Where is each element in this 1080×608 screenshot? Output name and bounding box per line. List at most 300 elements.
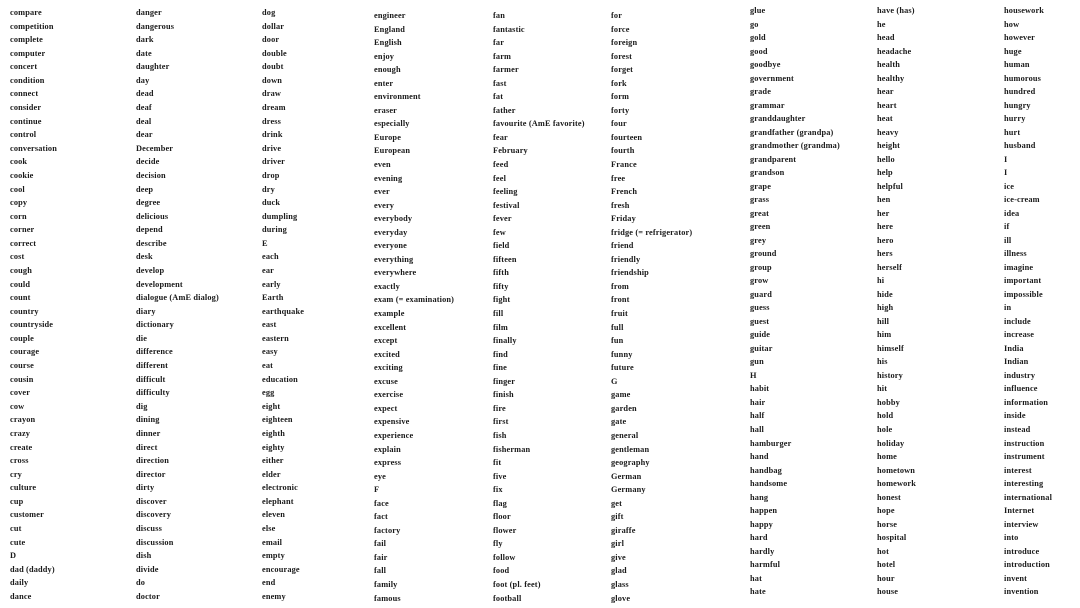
word-entry: drink (262, 130, 283, 140)
word-entry: him (877, 330, 892, 340)
word-entry: international (1004, 492, 1053, 502)
word-entry: fifty (493, 281, 509, 291)
word-entry: cover (10, 388, 31, 398)
word-entry: everyday (374, 227, 408, 237)
word-entry: German (611, 471, 642, 481)
word-entry: hot (877, 546, 889, 556)
word-column-5 (493, 9, 585, 605)
word-entry: industry (1004, 370, 1036, 380)
word-entry: hear (877, 87, 894, 97)
word-entry: flower (493, 525, 517, 535)
word-entry: forget (611, 65, 634, 75)
word-entry: full (611, 322, 624, 332)
word-entry: dig (136, 401, 148, 411)
word-entry: giraffe (611, 525, 636, 535)
word-entry: encourage (262, 564, 300, 574)
word-entry: hair (750, 397, 766, 407)
word-entry: handsome (750, 479, 788, 489)
word-entry: dollar (262, 21, 285, 31)
word-entry: couple (10, 333, 34, 343)
word-entry: dialogue (AmE dialog) (136, 293, 219, 303)
word-entry: diary (136, 306, 156, 316)
word-entry: customer (10, 510, 44, 520)
word-entry: cookie (10, 170, 34, 180)
word-entry: include (1004, 316, 1031, 326)
word-entry: condition (10, 75, 45, 85)
word-entry: earthquake (262, 306, 305, 316)
word-entry: December (136, 143, 174, 153)
word-entry: feeling (493, 187, 518, 197)
word-entry: forty (611, 105, 630, 115)
word-column-8 (877, 4, 916, 599)
word-entry: factory (374, 525, 401, 535)
word-entry: concert (10, 62, 38, 72)
word-entry: father (493, 105, 516, 115)
word-entry: ice (1004, 181, 1015, 191)
word-entry: holiday (877, 438, 905, 448)
word-entry: explain (374, 444, 401, 454)
word-entry: family (374, 579, 398, 589)
word-entry: February (493, 146, 528, 156)
word-entry: fail (374, 539, 387, 549)
word-entry: husband (1004, 141, 1036, 151)
word-entry: eye (374, 471, 386, 481)
word-entry: grammar (750, 100, 785, 110)
word-entry: drive (262, 143, 282, 153)
word-entry: enter (374, 78, 394, 88)
word-entry: invention (1004, 587, 1039, 597)
word-entry: desk (136, 252, 153, 262)
word-entry: future (611, 363, 634, 373)
word-entry: cool (10, 184, 25, 194)
word-entry: hit (877, 384, 888, 394)
word-entry: cook (10, 157, 28, 167)
word-entry: friendly (611, 254, 641, 264)
word-entry: interesting (1004, 479, 1044, 489)
word-entry: decision (136, 170, 166, 180)
word-entry: field (493, 241, 510, 251)
word-entry: conversation (10, 143, 57, 153)
word-entry: direction (136, 456, 169, 466)
word-entry: director (136, 469, 166, 479)
word-entry: guest (750, 316, 770, 326)
word-entry: discuss (136, 523, 162, 533)
word-entry: control (10, 130, 37, 140)
word-entry: in (1004, 303, 1012, 313)
word-entry: handbag (750, 465, 782, 475)
word-entry: difficulty (136, 388, 170, 398)
word-entry: interview (1004, 519, 1039, 529)
word-entry: culture (10, 483, 37, 493)
word-entry: everywhere (374, 268, 417, 278)
word-entry: gift (611, 512, 624, 522)
word-entry: front (611, 295, 630, 305)
word-entry: fifteen (493, 254, 517, 264)
word-entry: fish (493, 430, 507, 440)
word-entry: dinner (136, 428, 161, 438)
word-entry: each (262, 252, 279, 262)
word-entry: Earth (262, 293, 284, 303)
word-column-3 (262, 6, 304, 603)
word-entry: forest (611, 51, 633, 61)
word-entry: home (877, 452, 897, 462)
word-entry: dictionary (136, 320, 174, 330)
word-entry: homework (877, 479, 916, 489)
word-entry: fire (493, 403, 506, 413)
word-entry: either (262, 456, 284, 466)
word-entry: cow (10, 401, 25, 411)
word-entry: French (611, 187, 638, 197)
word-entry: fun (611, 336, 624, 346)
word-entry: cousin (10, 374, 34, 384)
word-entry: English (374, 38, 402, 48)
word-entry: everyone (374, 241, 407, 251)
word-entry: give (611, 552, 626, 562)
word-entry: corner (10, 225, 35, 235)
word-entry: guard (750, 289, 772, 299)
word-entry: high (877, 303, 894, 313)
word-entry: film (493, 322, 508, 332)
word-entry: if (1004, 222, 1010, 232)
word-entry: computer (10, 48, 46, 58)
word-entry: eleven (262, 510, 286, 520)
word-entry: especially (374, 119, 410, 129)
word-entry: dog (262, 8, 276, 17)
word-entry: his (877, 357, 888, 367)
word-entry: crayon (10, 415, 36, 425)
word-entry: from (611, 281, 629, 291)
word-entry: health (877, 60, 901, 70)
word-entry: compare (10, 8, 42, 17)
word-entry: enjoy (374, 51, 395, 61)
word-entry: deaf (136, 103, 152, 113)
word-entry: fine (493, 363, 507, 373)
word-entry: email (262, 537, 283, 547)
word-entry: cry (10, 469, 22, 479)
word-entry: gun (750, 357, 764, 367)
word-entry: honest (877, 492, 901, 502)
word-entry: drop (262, 170, 280, 180)
word-entry: hang (750, 492, 769, 502)
word-entry: flag (493, 498, 507, 508)
word-entry: happy (750, 519, 773, 529)
word-entry: doubt (262, 62, 284, 72)
word-entry: information (1004, 397, 1049, 407)
word-entry: G (611, 376, 618, 386)
word-entry: eastern (262, 333, 289, 343)
word-entry: fisherman (493, 444, 531, 454)
word-entry: grey (750, 235, 767, 245)
word-entry: helpful (877, 181, 903, 191)
word-entry: four (611, 119, 627, 129)
word-entry: eraser (374, 105, 398, 115)
word-entry: food (493, 566, 510, 576)
word-entry: deal (136, 116, 152, 126)
word-entry: England (374, 24, 406, 34)
word-entry: empty (262, 551, 285, 561)
word-entry: guitar (750, 343, 773, 353)
word-entry: general (611, 430, 639, 440)
word-entry: illness (1004, 249, 1027, 259)
word-entry: experience (374, 430, 414, 440)
word-entry: European (374, 146, 411, 156)
word-entry: duck (262, 198, 281, 208)
word-entry: herself (877, 262, 903, 272)
word-entry: everything (374, 254, 414, 264)
word-entry: elder (262, 469, 281, 479)
word-entry: environment (374, 92, 421, 102)
word-entry: ill (1004, 235, 1012, 245)
word-entry: connect (10, 89, 39, 99)
word-entry: excellent (374, 322, 407, 332)
word-entry: example (374, 309, 405, 319)
word-entry: dream (262, 103, 286, 113)
word-entry: cost (10, 252, 25, 262)
word-entry: east (262, 320, 277, 330)
word-entry: date (136, 48, 152, 58)
word-entry: dish (136, 551, 152, 561)
word-entry: correct (10, 238, 37, 248)
word-entry: hurry (1004, 114, 1026, 124)
word-entry: count (10, 293, 31, 303)
word-entry: hand (750, 452, 769, 462)
word-entry: height (877, 141, 901, 151)
word-entry: fact (374, 512, 388, 522)
word-entry: driver (262, 157, 286, 167)
word-entry: harmful (750, 560, 781, 570)
word-entry: hello (877, 154, 895, 164)
word-entry: impossible (1004, 289, 1043, 299)
word-entry: corn (10, 211, 27, 221)
word-entry: glove (611, 593, 631, 603)
word-entry: dumpling (262, 211, 298, 221)
word-entry: except (374, 336, 398, 346)
word-entry: football (493, 593, 522, 603)
word-entry: hardly (750, 546, 775, 556)
word-entry: important (1004, 276, 1042, 286)
word-entry: form (611, 92, 630, 102)
word-entry: Friday (611, 214, 636, 224)
word-entry: human (1004, 60, 1030, 70)
word-entry: expect (374, 403, 398, 413)
word-entry: decide (136, 157, 160, 167)
word-entry: discovery (136, 510, 171, 520)
word-entry: far (493, 38, 505, 48)
word-entry: healthy (877, 73, 905, 83)
word-entry: habit (750, 384, 770, 394)
word-entry: early (262, 279, 281, 289)
word-entry: introduction (1004, 560, 1050, 570)
word-entry: complete (10, 35, 43, 45)
word-entry: F (374, 485, 380, 495)
word-entry: glass (611, 579, 629, 589)
word-entry: dance (10, 591, 32, 601)
word-entry: dark (136, 35, 154, 45)
word-entry: eighteen (262, 415, 293, 425)
word-entry: free (611, 173, 626, 183)
word-entry: favourite (AmE favorite) (493, 119, 585, 129)
word-entry: deep (136, 184, 154, 194)
word-column-7 (750, 4, 840, 599)
word-entry: farm (493, 51, 512, 61)
word-entry: history (877, 370, 903, 380)
word-entry: her (877, 208, 890, 218)
word-entry: enough (374, 65, 401, 75)
word-entry: feel (493, 173, 507, 183)
word-entry: else (262, 523, 276, 533)
word-entry: education (262, 374, 298, 384)
word-entry: hold (877, 411, 894, 421)
word-entry: good (750, 46, 768, 56)
word-entry: cross (10, 456, 29, 466)
word-entry: countryside (10, 320, 54, 330)
word-entry: fourteen (611, 132, 643, 142)
word-entry: hospital (877, 533, 907, 543)
word-entry: eight (262, 401, 281, 411)
word-entry: fall (374, 566, 387, 576)
word-entry: here (877, 222, 894, 232)
word-column-4 (374, 9, 454, 605)
word-entry: I (1004, 168, 1008, 178)
word-entry: humorous (1004, 73, 1042, 83)
word-column-6 (611, 9, 692, 605)
word-entry: great (750, 208, 770, 218)
word-entry: hundred (1004, 87, 1036, 97)
word-entry: fridge (= refrigerator) (611, 227, 693, 237)
word-entry: fantastic (493, 24, 525, 34)
word-entry: dead (136, 89, 154, 99)
word-entry: D (10, 551, 17, 561)
word-entry: garden (611, 403, 637, 413)
word-entry: grandmother (grandma) (750, 141, 840, 151)
word-entry: festival (493, 200, 520, 210)
word-entry: gold (750, 33, 766, 43)
word-entry: draw (262, 89, 282, 99)
word-entry: glue (750, 6, 766, 15)
word-entry: dirty (136, 483, 155, 493)
word-entry: difficult (136, 374, 166, 384)
word-entry: depend (136, 225, 163, 235)
word-entry: girl (611, 539, 625, 549)
word-entry: ear (262, 265, 274, 275)
word-entry: grandson (750, 168, 785, 178)
word-entry: daily (10, 578, 29, 588)
word-entry: grass (750, 195, 770, 205)
word-entry: hour (877, 573, 895, 583)
word-entry: fix (493, 485, 503, 495)
word-entry: H (750, 370, 757, 380)
word-entry: Internet (1004, 506, 1035, 516)
word-entry: fifth (493, 268, 509, 278)
word-entry: crazy (10, 428, 31, 438)
word-entry: could (10, 279, 31, 289)
word-entry: instead (1004, 424, 1031, 434)
word-entry: horse (877, 519, 898, 529)
word-entry: dining (136, 415, 160, 425)
word-entry: hurt (1004, 127, 1021, 137)
word-entry: grandparent (750, 154, 797, 164)
word-entry: friendship (611, 268, 649, 278)
word-entry: degree (136, 198, 161, 208)
word-entry: down (262, 75, 282, 85)
word-entry: continue (10, 116, 42, 126)
word-entry: excited (374, 349, 400, 359)
word-entry: eighth (262, 428, 286, 438)
word-entry: even (374, 160, 391, 170)
word-entry: interest (1004, 465, 1032, 475)
word-entry: describe (136, 238, 167, 248)
word-entry: happen (750, 506, 778, 516)
word-entry: hall (750, 424, 764, 434)
word-entry: end (262, 578, 276, 588)
word-entry: direct (136, 442, 158, 452)
word-entry: India (1004, 343, 1024, 353)
word-entry: hope (877, 506, 895, 516)
word-entry: dear (136, 130, 153, 140)
word-entry: hometown (877, 465, 916, 475)
word-entry: electronic (262, 483, 298, 493)
word-entry: hotel (877, 560, 896, 570)
word-entry: face (374, 498, 389, 508)
word-entry: fit (493, 458, 502, 468)
word-entry: discussion (136, 537, 174, 547)
word-entry: engineer (374, 11, 406, 20)
word-entry: hungry (1004, 100, 1031, 110)
word-entry: hers (877, 249, 893, 259)
word-entry: develop (136, 265, 165, 275)
word-entry: fight (493, 295, 511, 305)
word-entry: fast (493, 78, 507, 88)
word-entry: game (611, 390, 631, 400)
word-entry: heavy (877, 127, 899, 137)
word-entry: he (877, 19, 886, 29)
word-entry: help (877, 168, 893, 178)
word-entry: fill (493, 309, 504, 319)
word-entry: E (262, 238, 268, 248)
word-entry: exam (= examination) (374, 295, 455, 305)
word-entry: dangerous (136, 21, 175, 31)
word-entry: die (136, 333, 148, 343)
word-entry: granddaughter (750, 114, 806, 124)
word-entry: eat (262, 361, 274, 371)
word-entry: goodbye (750, 60, 781, 70)
word-entry: copy (10, 198, 28, 208)
word-entry: easy (262, 347, 278, 357)
word-entry: friend (611, 241, 634, 251)
word-entry: grandfather (grandpa) (750, 127, 834, 137)
word-entry: cute (10, 537, 26, 547)
word-entry: excuse (374, 376, 398, 386)
word-entry: guide (750, 330, 771, 340)
word-entry: famous (374, 593, 401, 603)
word-entry: inside (1004, 411, 1026, 421)
word-entry: expensive (374, 417, 410, 427)
word-entry: consider (10, 103, 42, 113)
word-entry: few (493, 227, 506, 237)
word-entry: evening (374, 173, 403, 183)
word-entry: idea (1004, 208, 1020, 218)
word-entry: exciting (374, 363, 403, 373)
word-entry: headache (877, 46, 912, 56)
word-entry: hide (877, 289, 893, 299)
word-entry: invent (1004, 573, 1028, 583)
word-entry: competition (10, 21, 54, 31)
word-entry: group (750, 262, 772, 272)
word-entry: danger (136, 8, 162, 17)
word-entry: himself (877, 343, 904, 353)
word-entry: housework (1004, 6, 1045, 15)
word-entry: increase (1004, 330, 1035, 340)
